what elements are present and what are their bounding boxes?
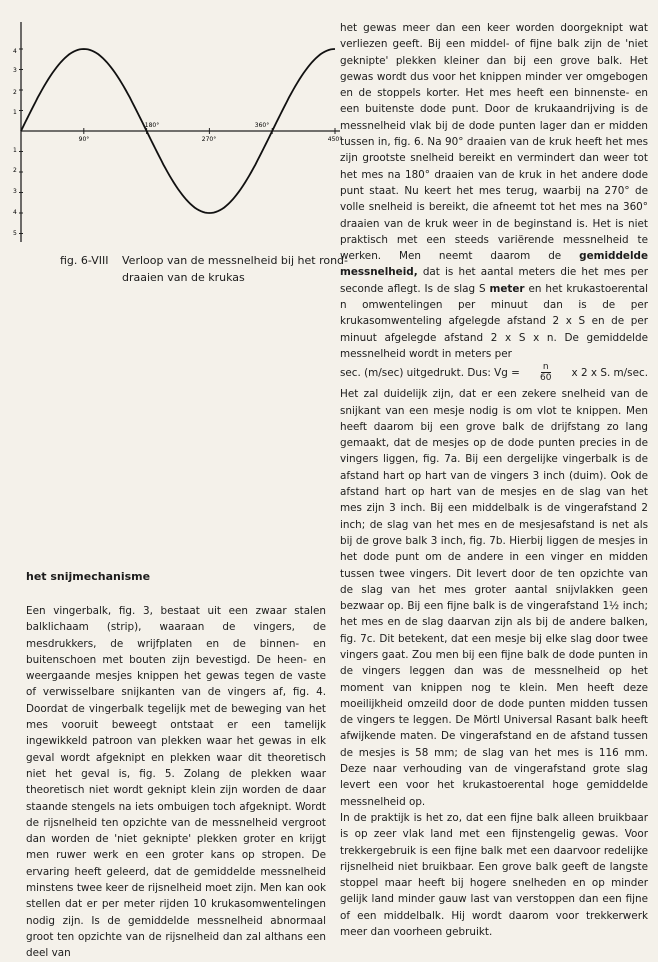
y-tick-2-bottom: 2 [13,167,17,174]
figure-number: fig. 6-VIII [60,254,109,267]
y-tick-3-bottom: 3 [13,188,17,195]
y-tick-1-top: 1 [13,109,17,116]
x-tick-90: 90° [78,136,90,143]
figure-caption-text: Verloop van de messnelheid bij het rond-draaien van de krukas [122,254,349,284]
y-tick-4-bottom: 4 [13,209,17,216]
y-tick-1-bottom: 1 [13,147,17,154]
x-tick-360: 360° [254,122,270,129]
x-tick-450: 450° [327,136,343,143]
speed-formula: sec. (m/sec) uitgedrukt. Dus: Vg = $\frac{n}{60}$ x 2 x S. m/sec. [340,362,648,384]
right-paragraph-3: In de praktijk is het zo, dat een fijne balk alleen bruikbaar is op zeer vlak land met een fijnstengelig gewas. Voor trekkergebruik is een fijne balk met een daarvoor redelijke rijsnelheid niet bruikbaar. Een grove balk geeft de langste stoppel maar heeft bij hogere snelheden en op minder gelijk land minder gauw last van verstoppen dan een fijne of een middelbalk. Hij wordt daarom voor trekkerwerk meer dan voorheen gebruikt. [340,811,648,939]
x-tick-270: 270° [201,136,217,143]
left-paragraph-1: Een vingerbalk, fig. 3, bestaat uit een zwaar stalen balklichaam (strip), waaraan de vingers, de mesdrukkers, de wrijfplaten en de binnen- en buitenschoen met bouten zijn bevestigd. De heen- en weergaande mesjes knippen het gewas tegen de vaste of verwisselbare snijkanten van de vingers af, fig. 4. Doordat de vingerbalk tegelijk met de beweging van het mes vooruit beweegt ontstaat er een tamelijk ingewikkeld patroon van plekken waar het gewas in elk geval wordt afgeknipt en plekken waar dit theoretisch niet het geval is, fig. 5. Zolang de plekken waar theoretisch niet wordt geknipt klein zijn worden de daar staande stengels na iets ombuigen toch afgeknipt. Wordt de rijsnelheid ten opzichte van de messnelheid vergroot dan worden de 'niet geknipte' plekken groter en krijgt men ruwer werk en een groter kans op stropen. De ervaring heeft geleerd, dat de gemiddelde messnelheid minstens twee keer de rijsnelheid moet zijn. Men kan ook stellen dat er per meter rijden 10 krukasomwentelingen nodig zijn. Is de gemiddelde messnelheid abnormaal groot ten opzichte van de rijsnelheid dan zal althans een deel van [26,605,326,960]
x-tick-180: 180° [144,122,160,129]
y-tick-5-bottom: 5 [13,230,17,237]
figure-caption [60,252,350,286]
section-heading: het snijmechanisme [26,570,151,583]
left-column [26,603,326,962]
speed-curve-figure [0,0,350,250]
formula-fraction: $\frac{n}{60}$ [539,362,552,384]
y-tick-4-top: 4 [13,48,17,55]
y-tick-2-top: 2 [13,89,17,96]
right-paragraph-1: het gewas meer dan een keer worden doorgeknipt wat verliezen geeft. Bij een middel- of fijne balk zijn de 'niet geknipte' plekken kleiner dan bij een grove balk. Het gewas wordt dus voor het knippen minder ver omgebogen en de stoppels korter. Het mes heeft een binnenste- en een buitenste dode punt. Door de krukaandrijving is de messnelheid vlak bij de dode punten lager dan er midden tussen in, fig. 6. Na 90° draaien van de kruk heeft het mes zijn grootste snelheid bereikt en vermindert dan weer tot het mes na 180° draaien van de kruk in het andere dode punt staat. Nu keert het mes terug, waarbij na 270° de volle snelheid is bereikt, die afneemt tot het mes na 360° draaien van de kruk weer in de beginstand is. Het is niet praktisch met een steeds variërende messnelheid te werken. Men neemt daarom de gemiddelde messnelheid, dat is het aantal meters die het mes per seconde aflegt. Is de slag S meter en het krukastoerental n omwentelingen per minuut dan is de per krukasomwenteling afgelegde afstand 2 x S en de per minuut afgelegde afstand 2 x S x n. De gemiddelde messnelheid wordt in meters per [340,22,648,360]
right-column [340,20,648,940]
y-tick-3-top: 3 [13,67,17,74]
right-paragraph-2: Het zal duidelijk zijn, dat er een zekere snelheid van de snijkant van een mesje nodig is om vlot te knippen. Men heeft daarom bij een grove balk de drijfstang zo lang gemaakt, dat de mesjes op de dode punten precies in de vingers liggen, fig. 7a. Bij een dergelijke vingerbalk is de afstand hart op hart van de vingers 3 inch (duim). Ook de afstand hart op hart van de mesjes en de slag van het mes zijn 3 inch. Bij een middelbalk is de vingerafstand 2 inch; de slag van het mes en de mesjesafstand is net als bij de grove balk 3 inch, fig. 7b. Hierbij liggen de mesjes in het dode punt om de andere in een vinger en midden tussen twee vingers. Dit levert door de ten opzichte van de slag van het mes groter aantal snijvlakken geen bezwaar op. Bij een fijne balk is de vingerafstand 1½ inch; het mes en de slag daarvan zijn als bij de andere balken, fig. 7c. Dit betekent, dat een mesje bij elke slag door twee vingers gaat. Zou men bij een fijne balk de dode punten in de vingers leggen dan was de messnelheid op het moment van knippen nog te klein. Men heeft deze moeilijkheid omzeild door de dode punten midden tussen de vingers te leggen. De Mörtl Universal Rasant balk heeft afwijkende maten. De vingerafstand en de afstand tussen de mesjes is 58 mm; de slag van het mes is 116 mm. Deze naar verhouding van de vingerafstand grote slag levert een voor het krukastoerental hoge gemiddelde messnelheid op. [340,388,648,808]
